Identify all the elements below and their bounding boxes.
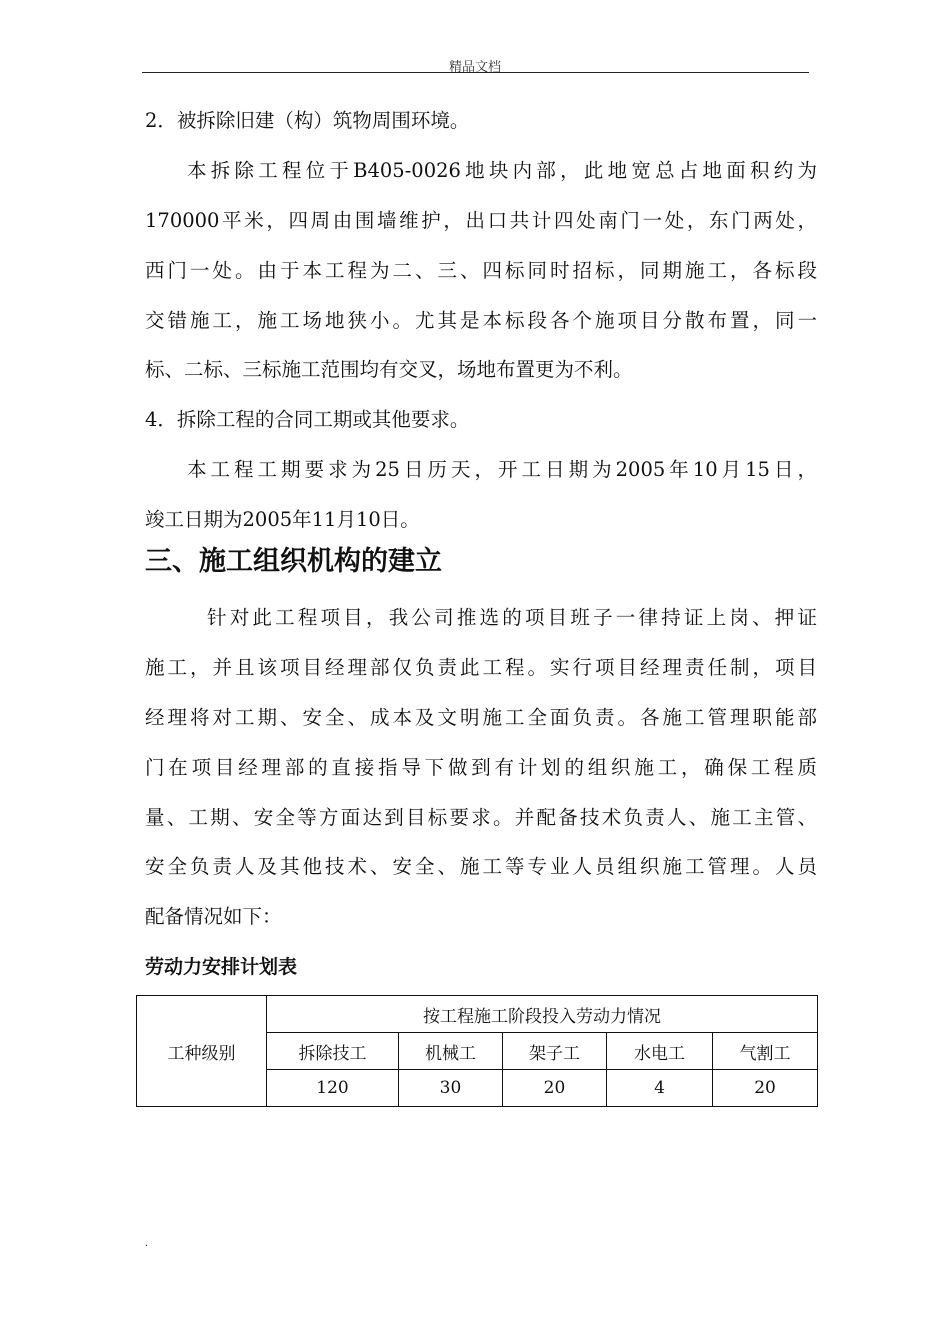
paragraph-line: 西门一处。由于本工程为二、三、四标同时招标，同期施工，各标段: [145, 259, 817, 282]
row-header-cell: 工种级别: [137, 996, 267, 1107]
value-cell: 120: [267, 1070, 399, 1107]
column-header-cell: 水电工: [607, 1033, 713, 1070]
section-body-line: 配备情况如下：: [145, 905, 282, 928]
paragraph-item-2: 2．被拆除旧建（构）筑物周围环境。: [145, 109, 470, 132]
paragraph-line: 标、二标、三标施工范围均有交叉，场地布置更为不利。: [145, 358, 633, 381]
value-cell: 4: [607, 1070, 713, 1107]
paragraph-line: 本工程工期要求为25日历天，开工日期为2005年10月15日，: [187, 458, 817, 481]
group-header-cell: 按工程施工阶段投入劳动力情况: [267, 996, 818, 1033]
value-cell: 20: [503, 1070, 607, 1107]
section-heading: 三、施工组织机构的建立: [145, 546, 442, 577]
column-header-cell: 机械工: [399, 1033, 503, 1070]
column-header-cell: 架子工: [503, 1033, 607, 1070]
column-header-cell: 气割工: [713, 1033, 818, 1070]
header-divider: [142, 72, 809, 73]
value-cell: 20: [713, 1070, 818, 1107]
value-cell: 30: [399, 1070, 503, 1107]
section-body-line: 安全负责人及其他技术、安全、施工等专业人员组织施工管理。人员: [145, 855, 817, 878]
paragraph-line: 本拆除工程位于B405-0026地块内部，此地宽总占地面积约为: [187, 159, 817, 182]
paragraph-line: 交错施工，施工场地狭小。尤其是本标段各个施项目分散布置，同一: [145, 309, 817, 332]
section-body-line: 门在项目经理部的直接指导下做到有计划的组织施工，确保工程质: [145, 756, 817, 779]
section-body-line: 施工，并且该项目经理部仅负责此工程。实行项目经理责任制，项目: [145, 656, 817, 679]
paragraph-line: 竣工日期为2005年11月10日。: [145, 508, 420, 531]
footer-mark: .: [145, 1238, 149, 1249]
page-header-title: 精品文档: [448, 60, 501, 75]
table-title: 劳动力安排计划表: [145, 956, 298, 978]
paragraph-item-4: 4．拆除工程的合同工期或其他要求。: [145, 408, 470, 431]
section-body-line: 量、工期、安全等方面达到目标要求。并配备技术负责人、施工主管、: [145, 806, 817, 829]
paragraph-line: 170000平米，四周由围墙维护，出口共计四处南门一处，东门两处，: [145, 209, 817, 232]
section-body-line: 针对此工程项目，我公司推选的项目班子一律持证上岗、押证: [207, 606, 817, 629]
labor-plan-table: [136, 995, 818, 1107]
section-body-line: 经理将对工期、安全、成本及文明施工全面负责。各施工管理职能部: [145, 706, 817, 729]
column-header-cell: 拆除技工: [267, 1033, 399, 1070]
